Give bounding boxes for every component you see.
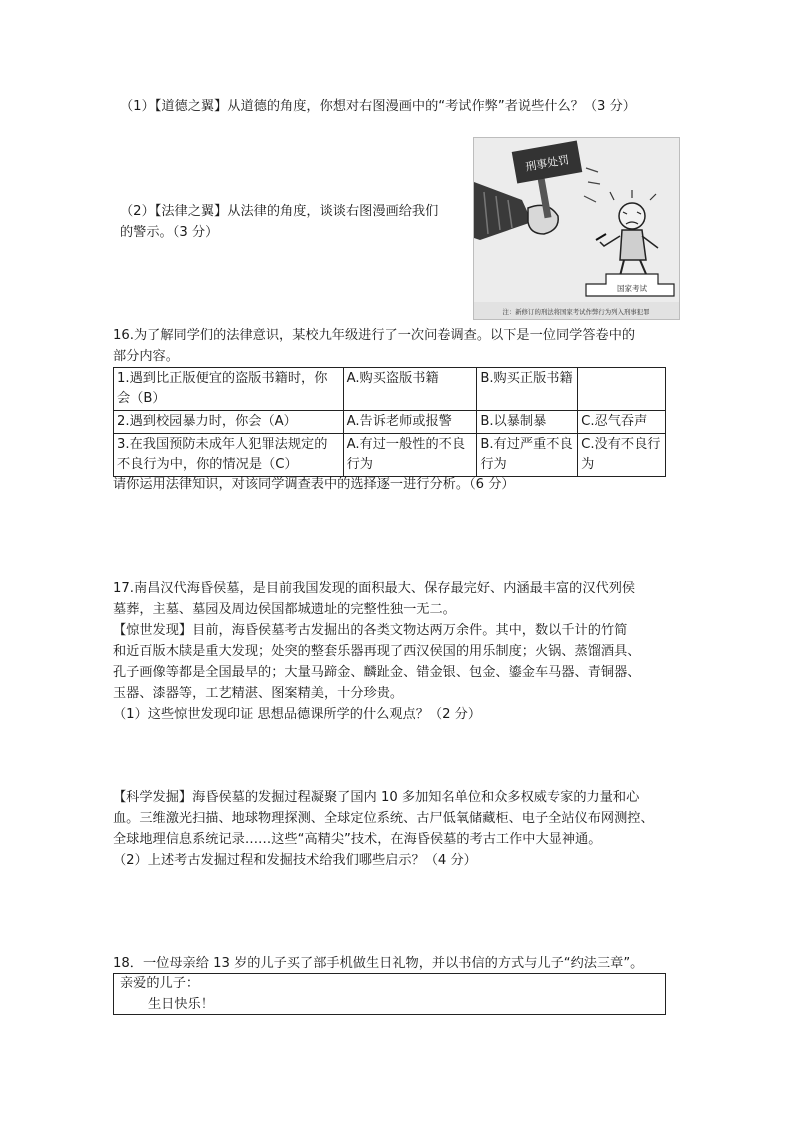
survey-option-a: A.购买盗版书籍: [343, 368, 477, 411]
q17-discovery-line2: 和近百版木牍是重大发现；处突的整套乐器再现了西汉侯国的用乐制度；火锅、蒸馏酒具、: [113, 644, 641, 659]
comic-podium-text: 国家考试: [617, 284, 647, 293]
q15-part2-line1: （2）【法律之翼】从法律的角度，谈谈右图漫画给我们: [120, 204, 439, 219]
survey-option-a: A.有过一般性的不良行为: [343, 434, 477, 477]
q17-discovery-line4: 玉器、漆器等，工艺精湛、图案精美，十分珍贵。: [113, 686, 404, 701]
survey-question: 1.遇到比正版便宜的盗版书籍时，你会（B）: [114, 368, 344, 411]
survey-option-c: C.忍气吞声: [578, 411, 666, 434]
survey-option-b: B.以暴制暴: [477, 411, 578, 434]
q17-discovery-line3: 孔子画像等都是全国最早的；大量马蹄金、麟趾金、错金银、包金、鎏金车马器、青铜器、: [113, 665, 641, 680]
survey-question: 3.在我国预防未成年人犯罪法规定的不良行为中，你的情况是（C）: [114, 434, 344, 477]
q17-discovery-line1: 【惊世发现】目前，海昏侯墓考古发掘出的各类文物达两万余件。其中，数以千计的竹简: [113, 623, 628, 638]
q17-part1: （1）这些惊世发现印证 思想品德课所学的什么观点？（2 分）: [113, 707, 482, 722]
survey-option-a: A.告诉老师或报警: [343, 411, 477, 434]
survey-option-c: [578, 368, 666, 411]
survey-table: [113, 367, 666, 477]
cheating-comic: [473, 137, 680, 320]
q17-science-line2: 血。三维激光扫描、地球物理探测、全球定位系统、古尸低氧储藏柜、电子全站仪布网测控、: [113, 811, 654, 826]
q17-intro-line2: 墓葬，主墓、墓园及周边侯国都城遗址的完整性独一无二。: [113, 602, 456, 617]
survey-option-b: B.购买正版书籍: [477, 368, 578, 411]
q18-intro: 18．一位母亲给 13 岁的儿子买了部手机做生日礼物，并以书信的方式与儿子“约法三章”。: [113, 956, 644, 971]
letter-box: [113, 973, 666, 1015]
q16-prompt: 请你运用法律知识，对该同学调查表中的选择逐一进行分析。（6 分）: [113, 477, 515, 492]
comic-sign-text: 刑事处罚: [524, 153, 571, 174]
comic-caption: 注：新修订的刑法将国家考试作弊行为列入刑事犯罪: [502, 308, 650, 316]
q16-intro-line2: 部分内容。: [113, 349, 179, 364]
q15-part2-line2: 的警示。（3 分）: [120, 225, 219, 240]
survey-option-b: B.有过严重不良行为: [477, 434, 578, 477]
survey-question: 2.遇到校园暴力时，你会（A）: [114, 411, 344, 434]
survey-option-c: C.没有不良行为: [578, 434, 666, 477]
q15-part1: （1）【道德之翼】从道德的角度，你想对右图漫画中的“考试作弊”者说些什么？（3 分）: [120, 99, 636, 114]
letter-salutation: 亲爱的儿子：: [120, 976, 200, 991]
table-row: [114, 368, 666, 411]
table-row: [114, 434, 666, 477]
q17-intro-line1: 17.南昌汉代海昏侯墓，是目前我国发现的面积最大、保存最完好、内涵最丰富的汉代列侯: [113, 581, 636, 596]
q16-intro-line1: 16.为了解同学们的法律意识，某校九年级进行了一次问卷调查。以下是一位同学答卷中的: [113, 328, 636, 343]
q17-science-line1: 【科学发掘】海昏侯墓的发掘过程凝聚了国内 10 多加知名单位和众多权威专家的力量和心: [113, 790, 640, 805]
table-row: [114, 411, 666, 434]
letter-greeting: 生日快乐！: [148, 997, 214, 1012]
q17-science-line3: 全球地理信息系统记录……这些“高精尖”技术，在海昏侯墓的考古工作中大显神通。: [113, 832, 602, 847]
q17-part2: （2）上述考古发掘过程和发掘技术给我们哪些启示？（4 分）: [113, 853, 477, 868]
